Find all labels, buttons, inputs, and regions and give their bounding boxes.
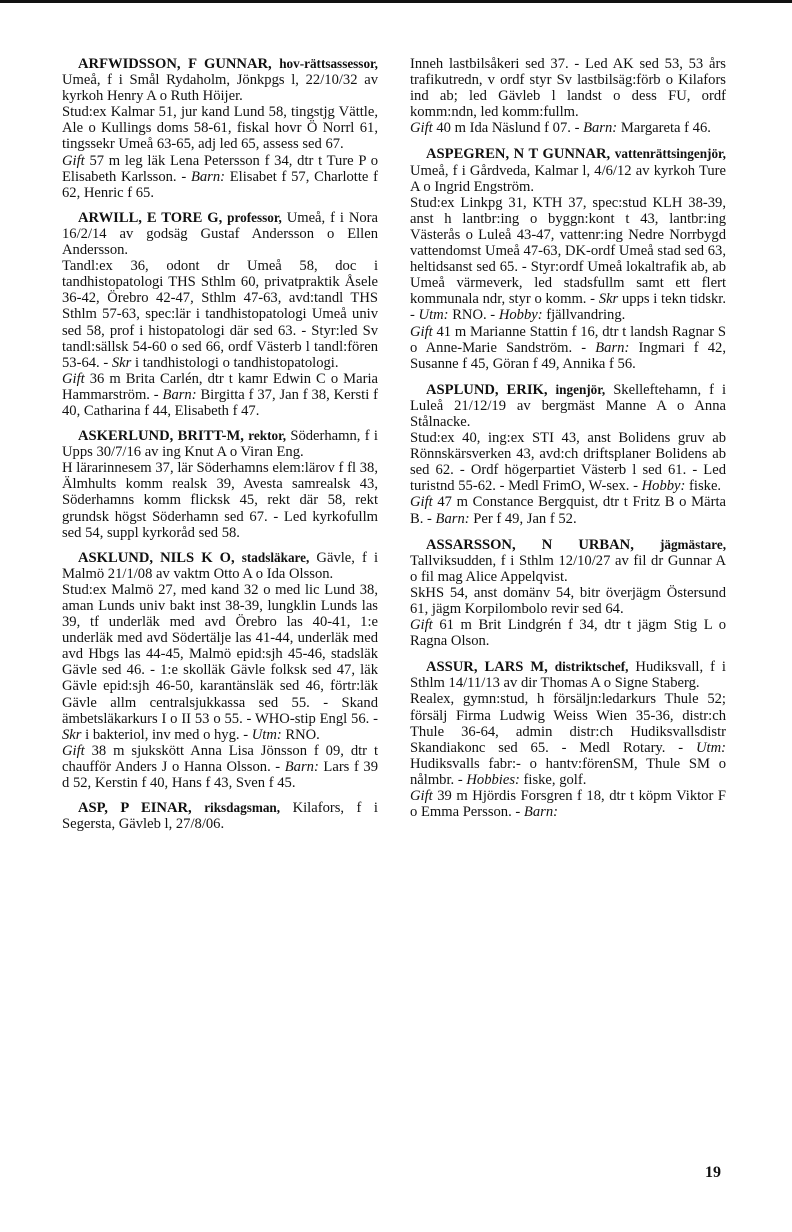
entry-title: stadsläkare, bbox=[241, 549, 310, 565]
entry-title: professor, bbox=[227, 209, 282, 225]
entry-text: Tallviksudden, f i Sthlm 12/10/27 av fil dr Gunnar A o fil mag Alice Appelqvist. bbox=[410, 552, 726, 585]
entry-text: 40 m Ida Näslund f 07. - bbox=[436, 120, 580, 137]
entry-text: Stud:ex Kalmar 51, jur kand Lund 58, tingstjg Vättle, Ale o Kullings doms 58-61, fiskal hovr Ö Norrl 61, tingssekr Umeå 63-65, adj led 65, assess sed 67. bbox=[62, 104, 378, 153]
entry-text: Umeå, f i Gårdveda, Kalmar l, 4/6/12 av kyrkoh Ture A o Ingrid Engström. bbox=[410, 162, 726, 195]
entry-label: Skr bbox=[598, 291, 619, 308]
entry-text: Realex, gymn:stud, h försäljn:ledarkurs Thule 52; försälj Firma Ludwig Weiss Wien 35-36, distr:ch Thule 36-64, admin distr:ch Hudiksvallsdistr Skandiakonc sed 65. - Medl Rotary. - bbox=[410, 691, 726, 756]
entry-label: Gift bbox=[410, 617, 433, 634]
entry-text: 36 m Brita Carlén, dtr t kamr Edwin C o Maria Hammarström. - bbox=[62, 370, 379, 403]
entry-text: Per f 49, Jan f 52. bbox=[473, 510, 577, 527]
entry-arwill bbox=[62, 210, 378, 419]
entry-label: Utm: bbox=[251, 726, 282, 743]
entry-label: Utm: bbox=[418, 307, 449, 324]
entry-heading bbox=[410, 537, 726, 585]
entry-text: Tandl:ex 36, odont dr Umeå 58, doc i tandhistopatologi THS Sthlm 60, privatpraktik Åsele 36-42, Örebro 42-47, Sthlm 47-63, avd:tandl THS Sthlm 57-63, spec:lär i tandhistopatologi Umeå univ sed 58, prof i histopatologi där sed 63. - Styr:led Sv tandl:sällsk 54-60 o sed 66, ordf Västerb l tandl:fören 53-64. - bbox=[62, 258, 378, 371]
entry-text: upps i tekn tidskr. - bbox=[410, 291, 726, 324]
entry-askerlund bbox=[62, 428, 378, 541]
entry-career bbox=[62, 104, 378, 152]
entry-heading bbox=[410, 146, 726, 194]
left-column bbox=[62, 56, 378, 841]
entry-asp-continued bbox=[410, 56, 726, 136]
entry-arfwidsson bbox=[62, 56, 378, 201]
entry-label: Gift bbox=[410, 788, 433, 805]
entry-family bbox=[410, 617, 726, 649]
entry-text: Hudiksvall, f i Sthlm 14/11/13 av dir Thomas A o Signe Staberg. bbox=[410, 659, 726, 692]
entry-family bbox=[410, 324, 726, 372]
entry-family bbox=[410, 788, 726, 820]
entry-label: Barn: bbox=[523, 804, 558, 821]
top-border bbox=[0, 0, 792, 3]
entry-name: ARWILL, E TORE G, bbox=[78, 209, 223, 226]
entry-text: fiske. bbox=[689, 478, 722, 495]
entry-text: Birgitta f 37, Jan f 38, Kersti f 40, Catharina f 44, Elisabeth f 47. bbox=[62, 386, 378, 419]
entry-text: Stud:ex Malmö 27, med kand 32 o med lic Lund 38, aman Lunds univ bakt inst 38-39, lungklin Lunds las 39, tf underläk med avd Örebro las 40-41, 1:e underläk med avd Södertälje las 41-44, underläk med avd Hbgs las 44-45, Malmö epid:sjh 45-46, stadsläk Gävle sed 46. - 1:e skolläk Gävle folksk sed 47, läk Gävle epid:sjh 46-50, karantänsläk sed 46, förtr:läk Gävle allm centralsjukkassa sed 55. - Skand ämbetsläkarkurs I o II 53 o 55. - WHO-stip Engl 56. - bbox=[62, 581, 378, 727]
entry-text: Skelleftehamn, f i Luleå 21/12/19 av bergmäst Manne A o Anna Stålnacke. bbox=[410, 381, 727, 430]
entry-aspegren bbox=[410, 146, 726, 371]
entry-label: Gift bbox=[62, 152, 85, 169]
entry-label: Hobbies: bbox=[466, 771, 520, 788]
entry-title: vattenrättsingenjör, bbox=[614, 146, 726, 162]
entry-text: i bakteriol, inv med o hyg. - bbox=[85, 726, 249, 743]
entry-heading bbox=[62, 428, 378, 460]
entry-heading bbox=[62, 56, 378, 104]
entry-label: Barn: bbox=[284, 758, 319, 775]
entry-text: 61 m Brit Lindgrén f 34, dtr t jägm Stig L o Ragna Olson. bbox=[410, 617, 726, 650]
entry-heading bbox=[62, 210, 378, 258]
entry-title: hov-rättsassessor, bbox=[279, 56, 378, 71]
entry-family bbox=[62, 153, 378, 201]
entry-heading bbox=[410, 659, 726, 691]
entry-name: ASSARSSON, N URBAN, bbox=[426, 536, 634, 553]
entry-career bbox=[410, 585, 726, 617]
entry-text: 41 m Marianne Stattin f 16, dtr t landsh Ragnar S o Anne-Marie Sandström. - bbox=[410, 323, 726, 356]
entry-text: 38 m sjukskött Anna Lisa Jönsson f 09, dtr t chaufför Anders J o Hanna Olsson. - bbox=[62, 742, 379, 775]
entry-text: Lars f 39 d 52, Kerstin f 40, Hans f 43, Sven f 45. bbox=[62, 758, 378, 792]
entry-label: Barn: bbox=[583, 120, 618, 137]
entry-text: Umeå, f i Smål Rydaholm, Jönkpgs l, 22/10/32 av kyrkoh Henry A o Ruth Höijer. bbox=[62, 72, 378, 105]
entry-career bbox=[410, 195, 726, 324]
entry-text: 47 m Constance Bergquist, dtr t Fritz B o Märta B. - bbox=[410, 494, 726, 527]
entry-asklund bbox=[62, 550, 378, 791]
entry-assur bbox=[410, 659, 726, 820]
entry-text: fjällvandring. bbox=[546, 307, 626, 324]
entry-career bbox=[62, 582, 378, 743]
entry-text: Ingmari f 42, Susanne f 45, Göran f 49, Annika f 56. bbox=[410, 339, 726, 372]
entry-name: ASKLUND, NILS K O, bbox=[78, 549, 235, 566]
entry-label: Barn: bbox=[190, 168, 225, 185]
entry-text: Söderhamn, f i Upps 30/7/16 av ing Knut A o Viran Eng. bbox=[62, 428, 378, 461]
entry-title: distriktschef, bbox=[554, 659, 629, 675]
entry-career bbox=[410, 691, 726, 788]
entry-name: ASP, P EINAR, bbox=[78, 800, 192, 817]
page-number: 19 bbox=[705, 1164, 721, 1181]
entry-text: RNO. bbox=[285, 726, 320, 743]
entry-text: Kilafors, f i Segersta, Gävleb l, 27/8/06. bbox=[62, 800, 378, 833]
entry-name: ASKERLUND, BRITT-M, bbox=[78, 428, 244, 445]
entry-text: Gävle, f i Malmö 21/1/08 av vaktm Otto A o Ida Olsson. bbox=[62, 549, 378, 582]
entry-label: Gift bbox=[410, 323, 433, 340]
entry-name: ASSUR, LARS M, bbox=[426, 659, 548, 676]
entry-text: Margareta f 46. bbox=[620, 120, 711, 137]
entry-name: ASPLUND, ERIK, bbox=[426, 381, 548, 398]
entry-career bbox=[410, 56, 726, 120]
entry-label: Gift bbox=[410, 120, 433, 137]
entry-title: jägmästare, bbox=[659, 536, 727, 552]
entry-label: Barn: bbox=[435, 510, 470, 527]
entry-heading bbox=[62, 550, 378, 582]
entry-heading bbox=[62, 800, 378, 832]
entry-label: Hobby: bbox=[498, 307, 543, 324]
entry-name: ARFWIDSSON, F GUNNAR, bbox=[78, 56, 272, 72]
entry-family bbox=[410, 120, 726, 136]
entry-heading bbox=[410, 382, 726, 430]
entry-career bbox=[62, 258, 378, 371]
entry-label: Skr bbox=[111, 354, 132, 371]
entry-label: Gift bbox=[410, 494, 433, 511]
entry-text: Inneh lastbilsåkeri sed 37. - Led AK sed 53, 53 års trafikutredn, v ordf styr Sv lastbilsäg:förb o Kilafors ind ab; led Gävleb l landst o dess FU, ordf komm:ndn, led komm:fullm. bbox=[410, 56, 726, 121]
entry-text: fiske, golf. bbox=[523, 771, 587, 788]
entry-text: RNO. - bbox=[452, 307, 496, 324]
entry-label: Hobby: bbox=[641, 478, 686, 495]
entry-text: 39 m Hjördis Forsgren f 18, dtr t köpm Viktor F o Emma Persson. - bbox=[410, 788, 726, 821]
entry-text: Elisabet f 57, Charlotte f 62, Henric f 65. bbox=[62, 168, 378, 201]
entry-title: riksdagsman, bbox=[204, 800, 281, 816]
entry-label: Gift bbox=[62, 370, 85, 387]
entry-label: Barn: bbox=[595, 339, 630, 356]
entry-career bbox=[410, 430, 726, 494]
entry-label: Utm: bbox=[696, 739, 726, 756]
entry-title: rektor, bbox=[248, 428, 287, 444]
entry-text: Stud:ex 40, ing:ex STI 43, anst Bolidens gruv ab Rönnskärsverken 43, avd:ch driftsplaner Bolidens ab sed 62. - Ordf högerpartiet Västerb l sed 61. - Led turistnd 55-62. - Medl FrimO, W-sex. - bbox=[410, 430, 726, 495]
entry-family bbox=[62, 743, 378, 791]
entry-text: H lärarinnesem 37, lär Söderhamns elem:lärov f fl 38, Älmhults komm realsk 39, Avesta samrealsk 43, Söderhamns komm flicksk 45, rekt där 58, rekt grundsk högst Söderhamn sed 67. - Led kyrkofullm sed 54, suppl kyrkoråd sed 58. bbox=[62, 460, 378, 541]
entry-family bbox=[410, 494, 726, 526]
entry-asp bbox=[62, 800, 378, 832]
entry-label: Barn: bbox=[162, 386, 197, 403]
entry-text: Umeå, f i Nora 16/2/14 av godsäg Gustaf Andersson o Ellen Andersson. bbox=[62, 209, 378, 259]
entry-text: SkHS 54, anst domänv 54, bitr överjägm Östersund 61, jägm Korpilombolo revir sed 64. bbox=[410, 584, 726, 617]
entry-text: i tandhistologi o tandhistopatologi. bbox=[135, 354, 339, 371]
entry-label: Skr bbox=[62, 726, 82, 743]
right-column bbox=[410, 56, 726, 830]
entry-assarsson bbox=[410, 537, 726, 650]
entry-title: ingenjör, bbox=[555, 381, 606, 397]
entry-family bbox=[62, 371, 378, 419]
entry-asplund bbox=[410, 382, 726, 527]
entry-text: 57 m leg läk Lena Petersson f 34, dtr t Ture P o Elisabeth Karlsson. - bbox=[62, 152, 379, 185]
entry-label: Gift bbox=[62, 742, 85, 759]
entry-career bbox=[62, 460, 378, 540]
entry-text: Hudiksvalls fabr:- o hantv:förenSM, Thule SM o nålmbr. - bbox=[410, 755, 726, 788]
entry-name: ASPEGREN, N T GUNNAR, bbox=[426, 146, 611, 163]
entry-text: Stud:ex Linkpg 31, KTH 37, spec:stud KLH 38-39, anst h lantbr:ing o byggn:kont t 43, lantbr:ing Västerås o Luleå 43-47, vattenr:ing Nedre Norrbygd vattendomst Umeå 47-63, DK-ordf Umeå stad sed 63, heltidsanst sed 65. - Styr:ordf Umeå lokaltrafik ab, ab Umeå värmeverk, led stadsfullm samt ett flert kommunala ndr, styr o komm. - bbox=[410, 194, 726, 308]
